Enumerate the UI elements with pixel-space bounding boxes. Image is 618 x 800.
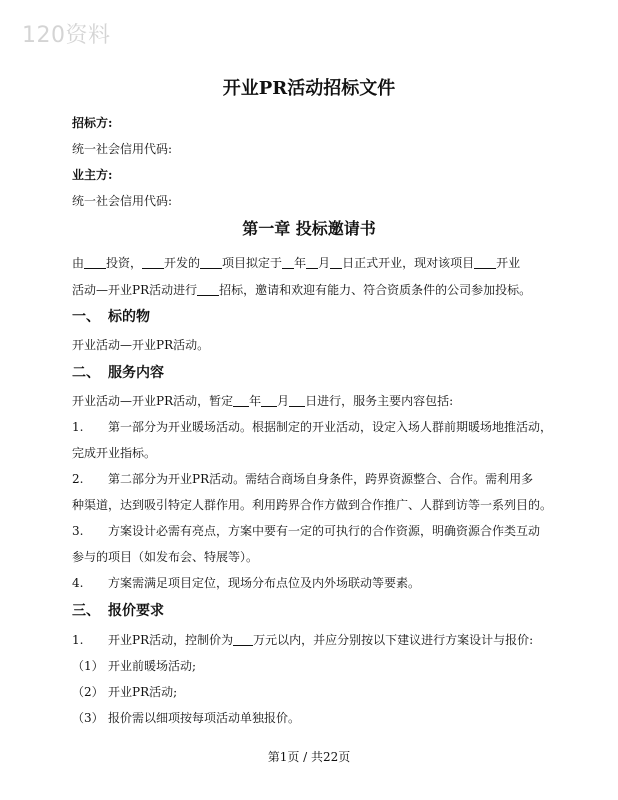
service-item-3 bbox=[72, 522, 540, 539]
item-text: 第一部分为开业暖场活动。根据制定的开业活动，设定入场人群前期暖场地推活动， bbox=[108, 420, 553, 434]
section-title: 报价要求 bbox=[108, 603, 164, 619]
service-intro bbox=[72, 392, 453, 409]
item-number: 4. bbox=[72, 576, 84, 590]
subject-text: 开业活动—开业PR活动。 bbox=[72, 338, 210, 352]
item-text: 第二部分为开业PR活动。需结合商场自身条件，跨界资源整合、合作。需利用多 bbox=[108, 472, 534, 486]
page-number: 第1页 / 共22页 bbox=[267, 750, 351, 764]
fill-blank bbox=[289, 394, 305, 407]
pricing-text: 开业PR活动，控制价为 bbox=[108, 633, 234, 647]
sub-number: （2） bbox=[72, 685, 104, 699]
service-text: 月 bbox=[277, 394, 290, 408]
section-number: 二、 bbox=[72, 365, 100, 381]
document-title: 开业PR活动招标文件 bbox=[222, 78, 396, 99]
intro-text: 由 bbox=[72, 256, 85, 270]
sub-text: 开业前暖场活动; bbox=[108, 659, 197, 673]
owner-label: 业主方: bbox=[72, 168, 113, 182]
fill-blank bbox=[197, 283, 219, 296]
section-number: 三、 bbox=[72, 603, 100, 619]
pricing-sub-1 bbox=[72, 657, 196, 674]
item-number: 3. bbox=[72, 524, 84, 538]
intro-text: 活动—开业PR活动进行 bbox=[72, 283, 198, 297]
intro-text: 开发的 bbox=[164, 256, 201, 270]
fill-blank bbox=[233, 394, 249, 407]
section-number: 一、 bbox=[72, 309, 100, 325]
sub-text: 报价需以细项按每项活动单独报价。 bbox=[108, 711, 301, 725]
service-item-1-cont: 完成开业指标。 bbox=[72, 446, 157, 460]
intro-text: 招标，邀请和欢迎有能力、符合资质条件的公司参加投标。 bbox=[219, 283, 532, 297]
intro-text: 年 bbox=[294, 256, 307, 270]
pricing-sub-2 bbox=[72, 683, 177, 700]
section-heading-subject bbox=[72, 306, 150, 326]
fill-blank bbox=[233, 633, 253, 646]
credit-code-line-2: 统一社会信用代码: bbox=[72, 194, 173, 208]
fill-blank bbox=[282, 256, 294, 269]
intro-line-2 bbox=[72, 281, 531, 298]
service-text: 年 bbox=[249, 394, 262, 408]
fill-blank bbox=[306, 256, 318, 269]
section-heading-pricing bbox=[72, 600, 164, 620]
pricing-item-1 bbox=[72, 631, 533, 648]
fill-blank bbox=[474, 256, 496, 269]
service-item-4 bbox=[72, 574, 420, 591]
intro-text: 项目拟定于 bbox=[222, 256, 283, 270]
tenderer-label: 招标方: bbox=[72, 116, 113, 130]
fill-blank bbox=[200, 256, 222, 269]
service-item-1 bbox=[72, 418, 552, 435]
intro-text: 投资， bbox=[106, 256, 143, 270]
fill-blank bbox=[261, 394, 277, 407]
item-text: 方案需满足项目定位，现场分布点位及内外场联动等要素。 bbox=[108, 576, 421, 590]
item-text: 方案设计必需有亮点，方案中要有一定的可执行的合作资源，明确资源合作类互动 bbox=[108, 524, 541, 538]
intro-text: 月 bbox=[318, 256, 331, 270]
pricing-text: 万元以内，并应分别按以下建议进行方案设计与报价: bbox=[253, 633, 534, 647]
item-number: 2. bbox=[72, 472, 84, 486]
item-number: 1. bbox=[72, 420, 84, 434]
service-item-3-cont: 参与的项目（如发布会、特展等）。 bbox=[72, 550, 259, 564]
intro-line-1 bbox=[72, 254, 520, 271]
service-text: 日进行，服务主要内容包括: bbox=[305, 394, 454, 408]
fill-blank bbox=[142, 256, 164, 269]
sub-number: （1） bbox=[72, 659, 104, 673]
intro-text: 开业 bbox=[496, 256, 521, 270]
fill-blank bbox=[330, 256, 342, 269]
service-item-2-cont: 种渠道，达到吸引特定人群作用。利用跨界合作方做到合作推广、人群到访等一系列目的。 bbox=[72, 498, 553, 512]
credit-code-line-1: 统一社会信用代码: bbox=[72, 142, 173, 156]
pricing-sub-3 bbox=[72, 709, 300, 726]
section-title: 标的物 bbox=[108, 309, 150, 325]
service-item-2 bbox=[72, 470, 533, 487]
fill-blank bbox=[84, 256, 106, 269]
watermark: 120资料 bbox=[22, 23, 111, 48]
item-number: 1. bbox=[72, 633, 84, 647]
section-heading-service bbox=[72, 362, 164, 382]
sub-text: 开业PR活动; bbox=[108, 685, 178, 699]
section-title: 服务内容 bbox=[108, 365, 164, 381]
chapter-heading: 第一章 投标邀请书 bbox=[242, 219, 376, 238]
intro-text: 日正式开业，现对该项目 bbox=[342, 256, 475, 270]
sub-number: （3） bbox=[72, 711, 104, 725]
service-text: 开业活动—开业PR活动，暂定 bbox=[72, 394, 234, 408]
